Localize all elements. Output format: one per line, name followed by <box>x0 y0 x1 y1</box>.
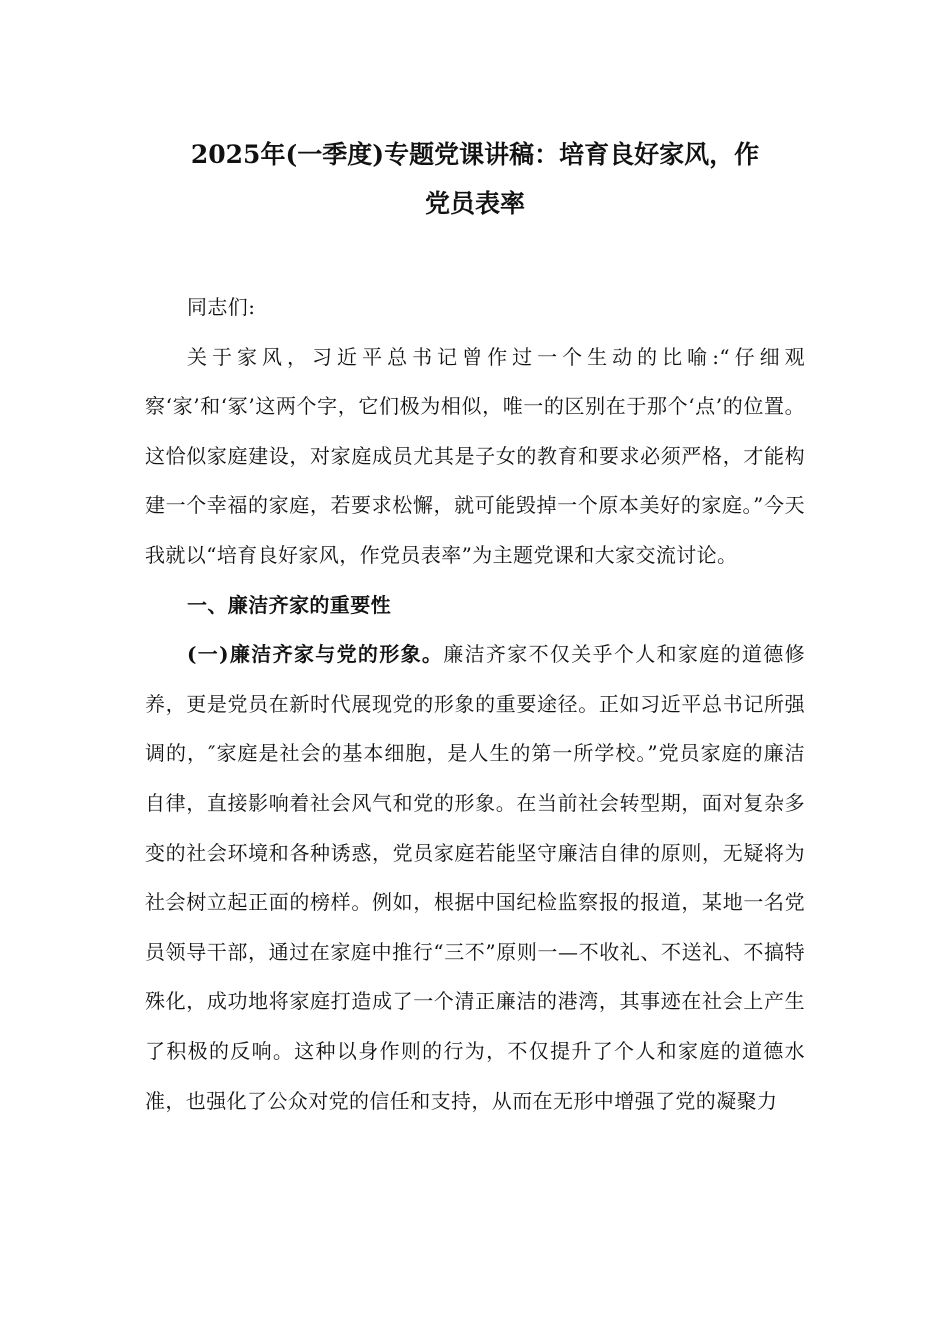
greeting: 同志们: <box>187 295 256 319</box>
document-title <box>140 130 810 228</box>
section-1-heading: 一、廉洁齐家的重要性 <box>187 592 391 617</box>
subsection-1-paragraph <box>145 630 805 1126</box>
document-body <box>145 283 805 1126</box>
title-line-1: 2025年(一季度)专题党课讲稿：培育良好家风，作 <box>190 140 760 169</box>
subsection-1-heading: (一)廉洁齐家与党的形象。 <box>187 642 444 667</box>
intro-paragraph: 关于家风，习近平总书记曾作过一个生动的比喻:“仔细观察‘家’和‘冢’这两个字，它们极为相似，唯一的区别在于那个‘点’的位置。这恰似家庭建设，对家庭成员尤其是子女的教育和要求必须严格，才能构建一个幸福的家庭，若要求松懈，就可能毁掉一个原本美好的家庭。”今天我就以“培育良好家风，作党员表率”为主题党课和大家交流讨论。 <box>145 344 805 567</box>
subsection-1-text: 廉洁齐家不仅关乎个人和家庭的道德修养，更是党员在新时代展现党的形象的重要途径。正如习近平总书记所强调的，″家庭是社会的基本细胞，是人生的第一所学校。”党员家庭的廉洁自律，直接影响着社会风气和党的形象。在当前社会转型期，面对复杂多变的社会环境和各种诱惑，党员家庭若能坚守廉洁自律的原则，无疑将为社会树立起正面的榜样。例如，根据中国纪检监察报的报道，某地一名党员领导干部，通过在家庭中推行“三不”原则一—不收礼、不送礼、不搞特殊化，成功地将家庭打造成了一个清正廉洁的港湾，其事迹在社会上产生了积极的反响。这种以身作则的行为，不仅提升了个人和家庭的道德水准，也强化了公众对党的信任和支持，从而在无形中增强了党的凝聚力 <box>145 642 805 1113</box>
title-line-2: 党员表率 <box>424 189 525 218</box>
